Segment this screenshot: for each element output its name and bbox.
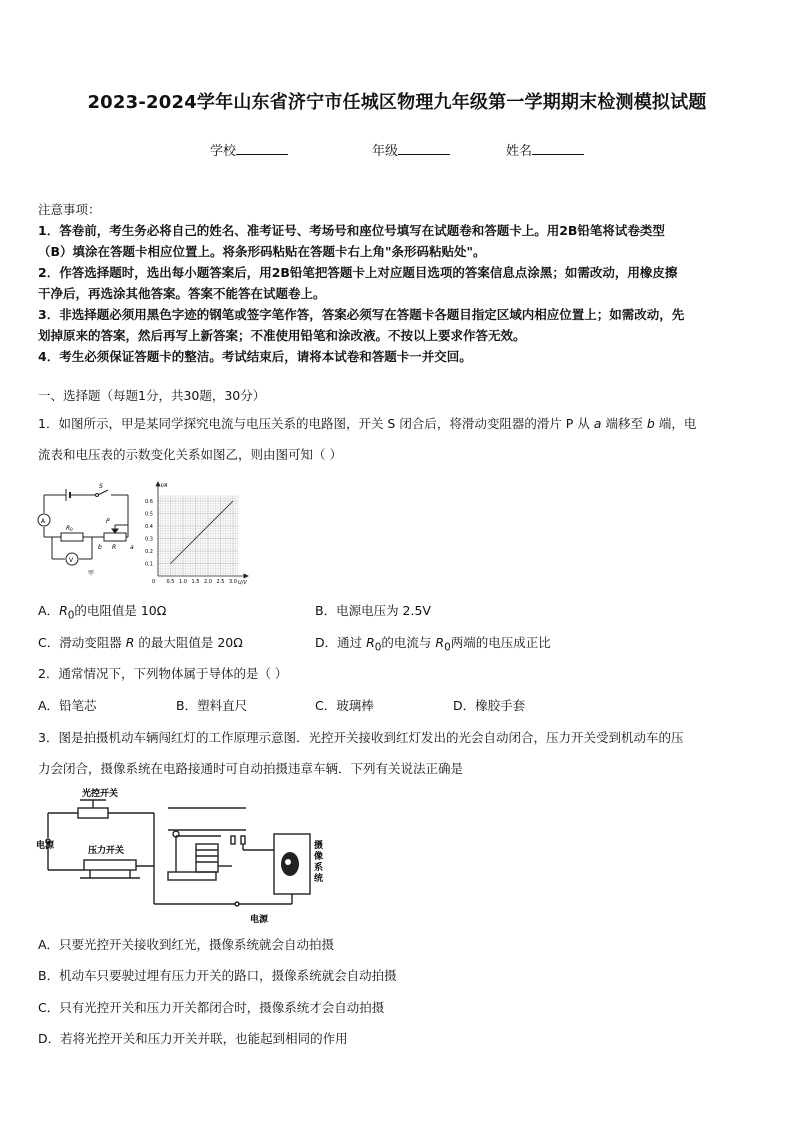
graph-y-axis-label: I/A [161,483,168,489]
q1-stem-line2: 流表和电压表的示数变化关系如图乙，则由图可知（ ） [38,447,342,462]
q1-opt-text: 的电阻值是 10Ω [74,603,167,618]
x-tick-label: 1.5 [191,579,200,585]
q1-text: 1．如图所示，甲是某同学探究电流与电压关系的电路图，开关 S 闭合后，将滑动变阻器的滑片 P 从 [38,416,594,431]
q1-opt-var: R [435,635,445,650]
q3-stem-line1: 3．图是拍摄机动车辆闯红灯的工作原理示意图．光控开关接收到红灯发出的光会自动闭合，压力开关受到机动车的压 [38,730,684,745]
q2-option-a[interactable]: A．铅笔芯 [38,698,97,713]
light-switch-label: 光控开关 [82,789,119,799]
graph-x-axis-label: U/V [238,580,247,586]
q1-option-c[interactable] [38,633,243,651]
q1-opt-text: C．滑动变阻器 [38,635,126,650]
slider-p-label: P [106,518,110,525]
terminal-a-label: a [130,544,134,551]
switch-label: S [99,483,103,490]
q3-circuit-diagram [36,786,326,926]
power-source-2-label: 电源 [250,915,269,925]
x-tick-label: 2.0 [204,579,212,585]
camera-icon [281,852,299,876]
q1-iu-graph [142,480,254,590]
q3-option-c[interactable]: C．只有光控开关和压力开关都闭合时，摄像系统才会自动拍摄 [38,1000,385,1015]
q1-text: 端移至 [601,416,647,431]
notice-line: （B）填涂在答题卡相应位置上。将条形码粘贴在答题卡右上角"条形码粘贴处"。 [38,244,486,259]
power-source-label: 电源 [36,841,55,851]
notice-line: 干净后，再选涂其他答案。答案不能答在试题卷上。 [38,286,326,301]
terminal-b-label: b [98,544,102,551]
q1-text: 端，电 [654,416,697,431]
q1-opt-text: 的最大阻值是 20Ω [134,635,243,650]
q1-opt-text: 的电流与 [381,635,436,650]
q1-opt-var: R [366,635,375,650]
q1-opt-text: 两端的电压成正比 [450,635,551,650]
x-tick-label: 2.5 [216,579,225,585]
pressure-switch-label: 压力开关 [88,846,125,856]
q2-stem: 2．通常情况下，下列物体属于导体的是（ ） [38,666,288,681]
q1-opt-sub: 0 [67,609,75,622]
q1-option-d[interactable] [315,633,551,654]
q1-option-a[interactable] [38,601,166,622]
iu-series-line [171,501,234,564]
graph-origin-label: 0 [152,579,156,585]
y-tick-label: 0.2 [145,549,153,555]
q1-option-b[interactable]: B．电源电压为 2.5V [315,603,431,618]
y-tick-label: 0.6 [145,499,153,505]
ammeter-label: A [41,518,46,525]
school-field [210,140,288,159]
notice-line: 4．考生必须保证答题卡的整洁。考试结束后，请将本试卷和答题卡一并交回。 [38,349,472,364]
x-tick-label: 0.5 [166,579,175,585]
y-tick-label: 0.5 [145,511,153,518]
notice-line: 3．非选择题必须用黑色字迹的钢笔或签字笔作答，答案必须写在答题卡各题目指定区域内相应位置上；如需改动，先 [38,307,685,322]
q1-opt-sub: 0 [374,641,382,654]
q1-opt-var: R [125,635,135,650]
section-heading: 一、选择题（每题1分，共30题，30分） [38,388,266,403]
notice-heading: 注意事项： [38,202,101,217]
notice-line: 2．作答选择题时，选出每小题答案后，用2B铅笔把答题卡上对应题目选项的答案信息点涂黑；如需改动，用橡皮擦 [38,265,678,280]
grade-field [372,140,450,159]
r0-label: R0 [66,525,73,532]
q3-option-d[interactable]: D．若将光控开关和压力开关并联，也能起到相同的作用 [38,1031,348,1046]
q2-option-b[interactable]: B．塑料直尺 [176,698,248,713]
q1-opt-text: A． [38,603,60,618]
q1-var-a: a [593,416,602,431]
y-tick-label: 0.1 [145,561,153,568]
x-tick-label: 3.0 [229,579,237,585]
y-tick-label: 0.4 [145,524,153,530]
q3-stem-line2: 力会闭合，摄像系统在电路接通时可自动拍摄违章车辆．下列有关说法正确是 [38,761,464,776]
q3-option-b[interactable]: B．机动车只要驶过埋有压力开关的路口，摄像系统就会自动拍摄 [38,968,397,983]
q2-option-c[interactable]: C．玻璃棒 [315,698,374,713]
q1-opt-var: R [59,603,68,618]
q2-option-d[interactable]: D．橡胶手套 [453,698,526,713]
notice-line: 划掉原来的答案，然后再写上新答案；不准使用铅笔和涂改液。不按以上要求作答无效。 [38,328,526,343]
x-tick-label: 1.0 [179,579,187,585]
school-blank[interactable] [236,142,288,155]
grade-label: 年级 [372,144,399,159]
name-label: 姓名 [506,144,533,159]
voltmeter-label: V [69,557,74,564]
q1-stem-line1 [38,414,758,434]
rheostat-r-label: R [112,544,117,551]
page-title: 2023-2024学年山东省济宁市任城区物理九年级第一学期期末检测模拟试题 [87,92,707,113]
q1-var-b: b [646,416,655,431]
name-blank[interactable] [532,142,584,155]
school-label: 学校 [210,144,237,159]
q1-circuit-diagram [36,483,146,583]
q1-opt-text: D．通过 [315,635,367,650]
figure-jia-label: 甲 [88,570,95,577]
y-tick-label: 0.3 [145,536,153,543]
notice-line: 1．答卷前，考生务必将自己的姓名、准考证号、考场号和座位号填写在试题卷和答题卡上。用2B铅笔将试卷类型 [38,223,665,238]
grade-blank[interactable] [398,142,450,155]
q1-opt-sub: 0 [444,641,451,654]
camera-system-label: 摄像系统 [314,841,324,884]
name-field [506,140,584,159]
q3-option-a[interactable]: A．只要光控开关接收到红光，摄像系统就会自动拍摄 [38,937,335,952]
